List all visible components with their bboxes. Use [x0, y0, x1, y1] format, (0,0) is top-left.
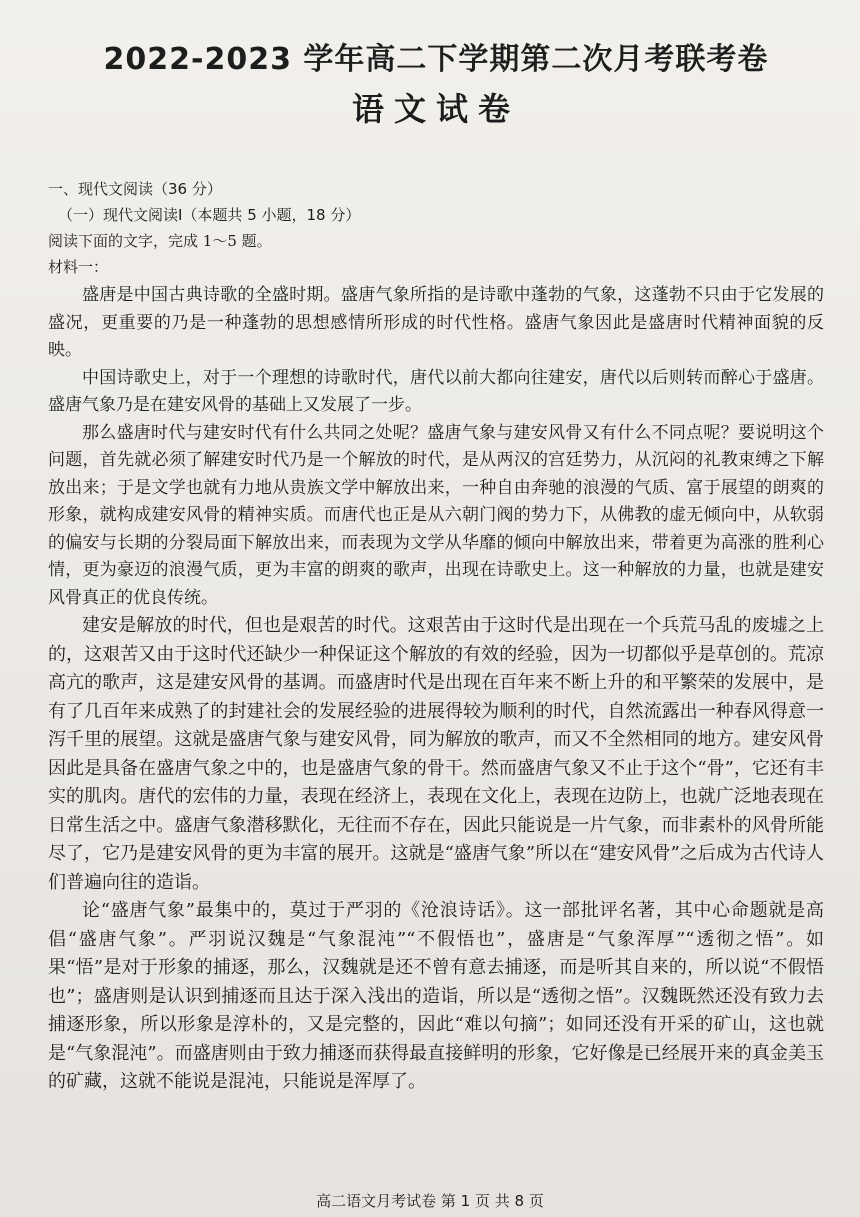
- passage-paragraph: 论“盛唐气象”最集中的，莫过于严羽的《沧浪诗话》。这一部批评名著，其中心命题就是高倡“盛唐气象”。严羽说汉魏是“气象混沌”“不假悟也”，盛唐是“气象浑厚”“透彻之悟”。如果“悟”是对于形象的捕逐，那么，汉魏就是还不曾有意去捕逐，而是听其自来的，所以说“不假悟也”；盛唐则是认识到捕逐而且达于深入浅出的造诣，所以是“透彻之悟”。汉魏既然还没有致力去捕逐形象，所以形象是淳朴的，又是完整的，因此“难以句摘”；如同还没有开采的矿山，这也就是“气象混沌”。而盛唐则由于致力捕逐而获得最直接鲜明的形象，它好像是已经展开来的真金美玉的矿藏，这就不能说是混沌，只能说是浑厚了。: [48, 900, 824, 1092]
- passage-paragraph: 中国诗歌史上，对于一个理想的诗歌时代，唐代以前大都向往建安，唐代以后则转而醉心于盛唐。盛唐气象乃是在建安风骨的基础上又发展了一步。: [48, 367, 824, 415]
- material-label: 材料一：: [48, 258, 109, 276]
- section-heading: 一、现代文阅读（36 分）: [48, 180, 222, 198]
- passage-paragraph: 那么盛唐时代与建安时代有什么共同之处呢？盛唐气象与建安风骨又有什么不同点呢？要说明这个问题，首先就必须了解建安时代乃是一个解放的时代，是从两汉的宫廷势力，从沉闷的礼教束缚之下解放出来；于是文学也就有力地从贵族文学中解放出来，一种自由奔驰的浪漫的气质、富于展望的朗爽的形象，就构成建安风骨的精神实质。而唐代也正是从六朝门阀的势力下，从佛教的虚无倾向中，从软弱的偏安与长期的分裂局面下解放出来，而表现为文学从华靡的倾向中解放出来，带着更为高涨的胜利心情，更为豪迈的浪漫气质，更为丰富的朗爽的歌声，出现在诗歌史上。这一种解放的力量，也就是建安风骨真正的优良传统。: [48, 422, 824, 608]
- section-subheading: （一）现代文阅读Ⅰ（本题共 5 小题，18 分）: [58, 206, 361, 224]
- passage-paragraph: 盛唐是中国古典诗歌的全盛时期。盛唐气象所指的是诗歌中蓬勃的气象，这蓬勃不只由于它发展的盛况，更重要的乃是一种蓬勃的思想感情所形成的时代性格。盛唐气象因此是盛唐时代精神面貌的反映。: [48, 285, 824, 360]
- exam-subject: 语文试卷: [351, 90, 520, 128]
- page-footer: 高二语文月考试卷 第 1 页 共 8 页: [316, 1192, 544, 1210]
- exam-title: 2022-2023 学年高二下学期第二次月考联考卷: [103, 42, 769, 77]
- reading-passage: [48, 282, 824, 1097]
- passage-paragraph: 建安是解放的时代，但也是艰苦的时代。这艰苦由于这时代是出现在一个兵荒马乱的废墟之上的，这艰苦又由于这时代还缺少一种保证这个解放的有效的经验，因为一切都似乎是草创的。荒凉高亢的歌声，这是建安风骨的基调。而盛唐时代是出现在百年来不断上升的和平繁荣的发展中，是有了几百年来成熟了的封建社会的发展经验的进展得较为顺利的时代，自然流露出一种春风得意一泻千里的展望。这就是盛唐气象与建安风骨，同为解放的歌声，而又不全然相同的地方。建安风骨因此是具备在盛唐气象之中的，也是盛唐气象的骨干。然而盛唐气象又不止于这个“骨”，它还有丰实的肌肉。唐代的宏伟的力量，表现在经济上，表现在文化上，表现在边防上，也就广泛地表现在日常生活之中。盛唐气象潜移默化，无往而不存在，因此只能说是一片气象，而非素朴的风骨所能尽了，它乃是建安风骨的更为丰富的展开。这就是“盛唐气象”所以在“建安风骨”之后成为古代诗人们普遍向往的造诣。: [48, 615, 824, 893]
- reading-instruction: 阅读下面的文字，完成 1～5 题。: [48, 232, 272, 250]
